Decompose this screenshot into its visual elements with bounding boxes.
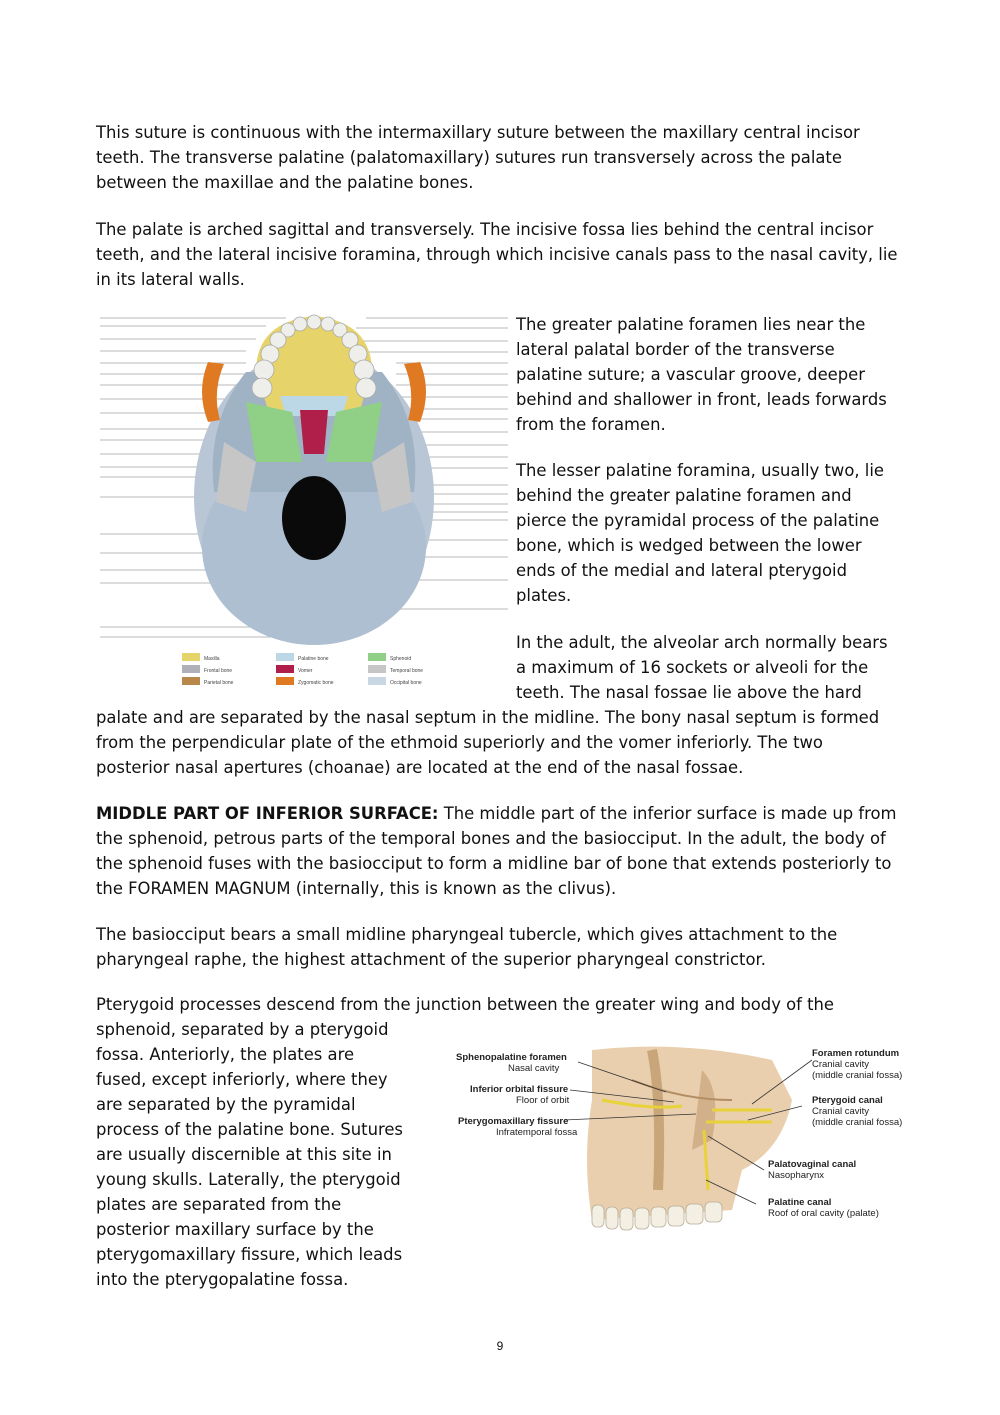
section-heading: MIDDLE PART OF INFERIOR SURFACE:: [96, 804, 439, 823]
text-line: behind the greater palatine foramen and: [516, 486, 852, 505]
text-line: posterior nasal apertures (choanae) are located at the end of the nasal fossae.: [96, 758, 744, 777]
pterygopalatine-illustration: [452, 1040, 912, 1235]
paragraph-palate-arch: The palate is arched sagittal and transversely. The incisive fossa lies behind the central incisor teeth, and the lateral incisive foramina, through which incisive canals pass to the nasal cavity, lie in its lateral walls.: [96, 220, 898, 289]
label-palatovaginal-canal: Palatovaginal canal: [768, 1159, 857, 1170]
legend-label: Temporal bone: [390, 668, 424, 674]
text-line: young skulls. Laterally, the pterygoid: [96, 1170, 401, 1189]
text-line: Pterygoid processes descend from the junction between the greater wing and body of the: [96, 995, 835, 1014]
text-line: plates.: [516, 586, 572, 605]
label-pterygoid-canal: Pterygoid canal: [812, 1095, 883, 1106]
text-line: plates are separated from the: [96, 1195, 342, 1214]
legend-label: Zygomatic bone: [298, 680, 334, 686]
text-line: process of the palatine bone. Sutures: [96, 1120, 403, 1139]
legend-label: Vomer: [298, 668, 313, 674]
text-line: pierce the pyramidal process of the palatine: [516, 511, 880, 530]
paragraph-middle-inferior-surface: [96, 801, 908, 901]
figure-pterygopalatine-fossa: [452, 1040, 912, 1235]
label-middle-cranial-fossa: (middle cranial fossa): [812, 1070, 903, 1081]
text-line: fused, except inferiorly, where they: [96, 1070, 388, 1089]
text-line: fossa. Anteriorly, the plates are: [96, 1045, 355, 1064]
text-line: into the pterygopalatine fossa.: [96, 1270, 349, 1289]
label-nasal-cavity: Nasal cavity: [508, 1063, 560, 1074]
figure-skull-inferior-view: [96, 312, 512, 692]
text-line: The lesser palatine foramina, usually two, lie: [516, 461, 884, 480]
label-sphenopalatine-foramen: Sphenopalatine foramen: [456, 1052, 567, 1063]
text-line: pterygomaxillary fissure, which leads: [96, 1245, 403, 1264]
label-cranial-cavity: Cranial cavity: [812, 1106, 870, 1117]
text-line: palate and are separated by the nasal septum in the midline. The bony nasal septum is formed: [96, 708, 880, 727]
text-line: In the adult, the alveolar arch normally bears: [516, 633, 888, 652]
legend-label: Parietal bone: [204, 680, 234, 686]
label-nasopharynx: Nasopharynx: [768, 1170, 824, 1181]
label-middle-cranial-fossa: (middle cranial fossa): [812, 1117, 903, 1128]
text-line: posterior maxillary surface by the: [96, 1220, 374, 1239]
label-pterygomaxillary-fissure: Pterygomaxillary fissure: [458, 1116, 569, 1127]
label-palatine-canal: Palatine canal: [768, 1197, 832, 1208]
legend-label: Maxilla: [204, 656, 220, 662]
paragraph-intermaxillary-suture: This suture is continuous with the intermaxillary suture between the maxillary central incisor teeth. The transverse palatine (palatomaxillary) sutures run transversely across the palate between the maxillae and the palatine bones.: [96, 123, 860, 192]
legend-label: Palatine bone: [298, 656, 329, 662]
label-inferior-orbital-fissure: Inferior orbital fissure: [470, 1084, 569, 1095]
text-line: behind and shallower in front, leads forwards: [516, 390, 887, 409]
legend-label: Sphenoid: [390, 656, 412, 662]
text-line: lateral palatal border of the transverse: [516, 340, 835, 359]
paragraph-basiocciput: The basiocciput bears a small midline pharyngeal tubercle, which gives attachment to the pharyngeal raphe, the highest attachment of the superior pharyngeal constrictor.: [96, 925, 838, 969]
text-line: ends of the medial and lateral pterygoid: [516, 561, 848, 580]
label-floor-of-orbit: Floor of orbit: [516, 1095, 570, 1106]
text-line: are separated by the pyramidal: [96, 1095, 356, 1114]
text-line: palatine suture; a vascular groove, deeper: [516, 365, 865, 384]
skull-inferior-illustration: [96, 312, 512, 692]
text-line: sphenoid, separated by a pterygoid: [96, 1020, 389, 1039]
text-line: teeth. The nasal fossae lie above the hard: [516, 683, 862, 702]
legend-label: Occipital bone: [390, 680, 422, 686]
label-foramen-rotundum: Foramen rotundum: [812, 1048, 900, 1059]
page-number: 9: [496, 1339, 504, 1353]
text-line: from the perpendicular plate of the ethmoid superiorly and the vomer inferiorly. The two: [96, 733, 823, 752]
label-cranial-cavity: Cranial cavity: [812, 1059, 870, 1070]
label-roof-of-oral-cavity: Roof of oral cavity (palate): [768, 1208, 879, 1219]
text-line: are usually discernible at this site in: [96, 1145, 392, 1164]
legend-label: Frontal bone: [204, 668, 233, 674]
text-line: from the foramen.: [516, 415, 666, 434]
label-infratemporal-fossa: Infratemporal fossa: [496, 1127, 578, 1138]
text-line: The greater palatine foramen lies near the: [516, 315, 866, 334]
text-line: bone, which is wedged between the lower: [516, 536, 862, 555]
paragraph-body: The middle part of the inferior surface is made up from the sphenoid, petrous parts of the temporal bones and the basiocciput. In the adult, the body of the sphenoid fuses with the basiocciput to form a midline bar of bone that extends posteriorly to the FORAMEN MAGNUM (internally, this is known as the clivus).: [96, 804, 897, 898]
text-line: a maximum of 16 sockets or alveoli for the: [516, 658, 869, 677]
